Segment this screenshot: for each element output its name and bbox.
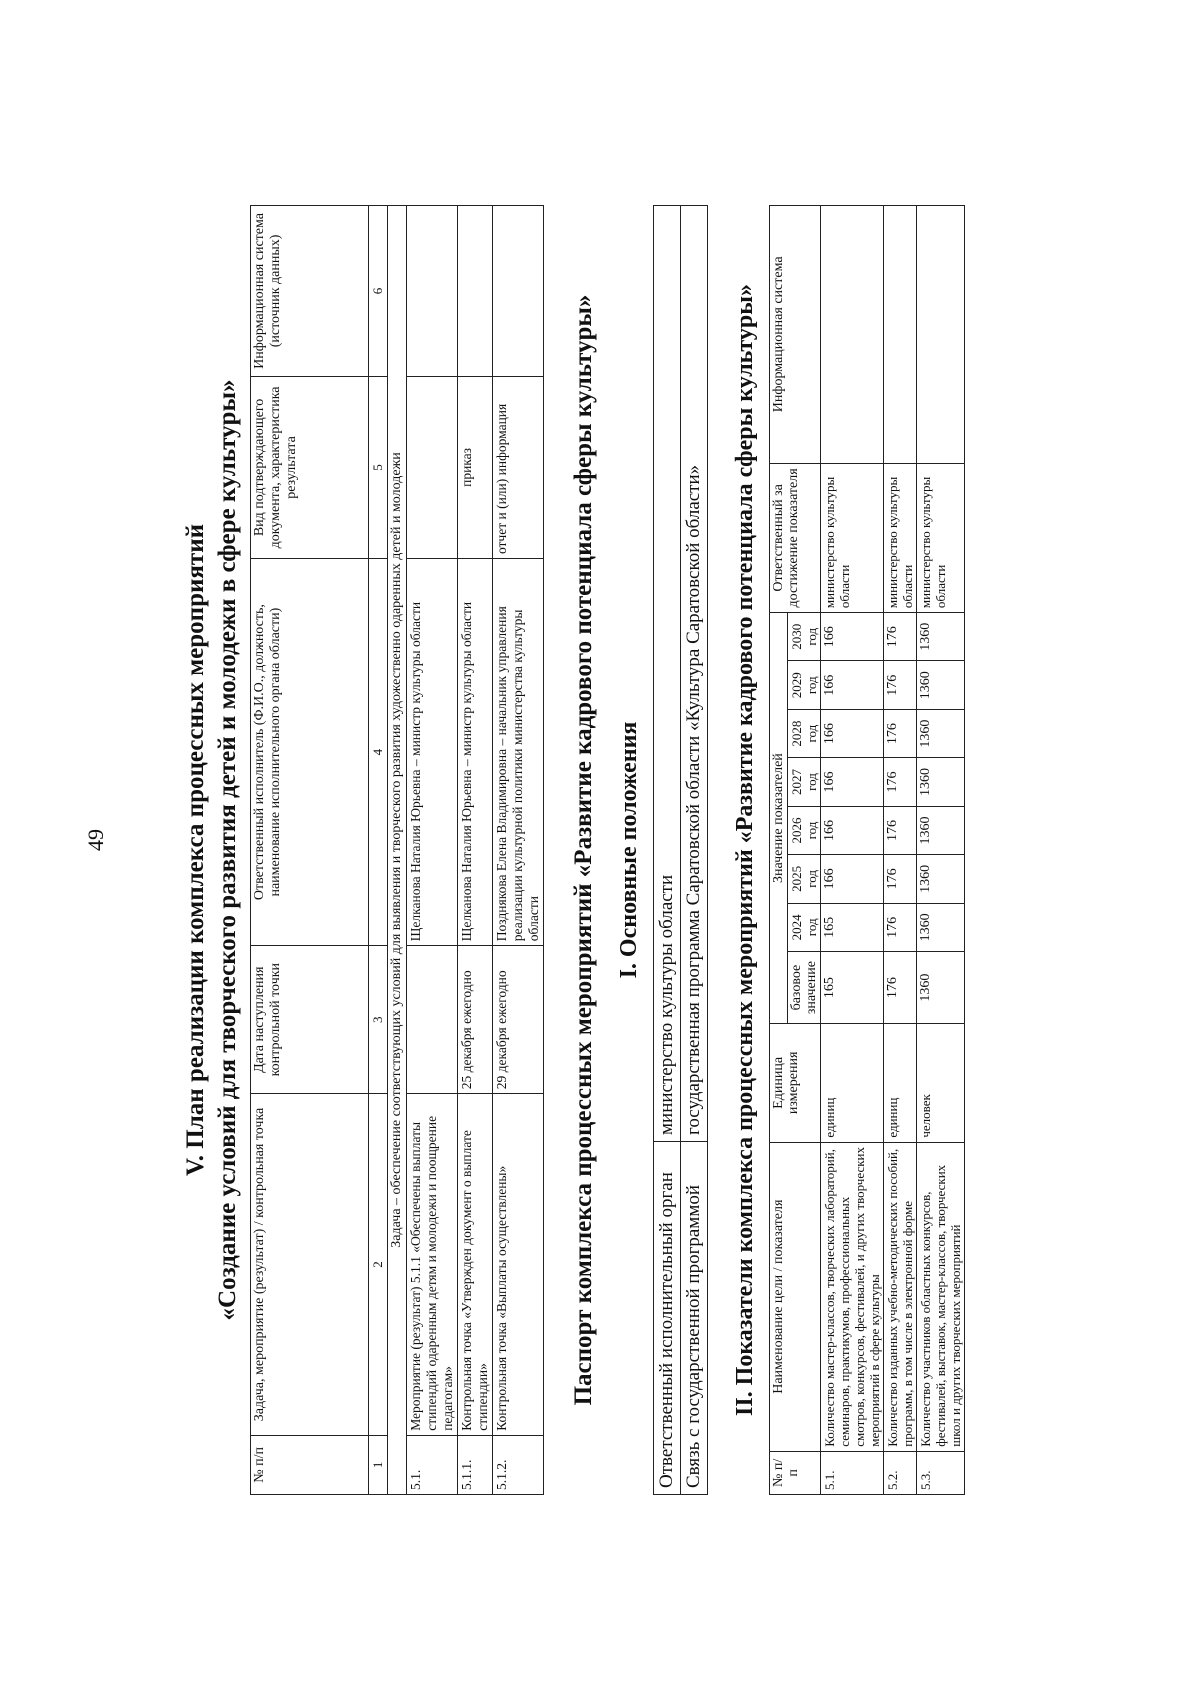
ind-cell-value: 1360 [917,855,965,903]
ind-cell-num: 5.2. [884,1451,917,1494]
ind-cell-responsible: министерство культуры области [917,463,965,612]
plan-header-num: № п/п [251,1435,369,1494]
indicator-row [884,206,917,1495]
ind-header-year: 2025 год [788,855,821,903]
ind-cell-value: 166 [821,758,884,806]
plan-header-responsible: Ответственный исполнитель (Ф.И.О., должность, наименование исполнительного органа области) [251,559,369,946]
ind-header-base: базовое значение [788,952,821,1024]
plan-cell-person: Щелканова Наталия Юрьевна – министр культуры области [458,559,493,946]
ind-header-responsible: Ответственный за достижение показателя [770,463,821,612]
plan-colnum: 6 [369,206,388,377]
plan-colnum: 4 [369,559,388,946]
ind-header-year: 2029 год [788,661,821,709]
indicator-row [821,206,884,1495]
plan-cell-date: 29 декабря ежегодно [493,946,544,1094]
ind-cell-value: 1360 [917,903,965,951]
ind-cell-value: 166 [821,709,884,757]
plan-cell-doc: отчет и (или) информация [493,376,544,558]
ind-cell-unit: человек [917,1024,965,1142]
plan-colnum: 5 [369,376,388,558]
ind-cell-value: 1360 [917,661,965,709]
ind-cell-num: 5.1. [821,1451,884,1494]
plan-cell-date: 25 декабря ежегодно [458,946,493,1094]
info-value: государственная программа Саратовской области «Культура Саратовской области» [681,206,708,1142]
passport-title: Паспорт комплекса процессных мероприятий «Развитие кадрового потенциала сферы культуры» [570,294,597,1406]
info-row [681,206,708,1495]
ind-cell-value: 176 [884,709,917,757]
ind-cell-unit: единиц [821,1024,884,1142]
ind-cell-value: 1360 [917,709,965,757]
info-key: Связь с государственной программой [681,1142,708,1495]
ind-header-year: 2030 год [788,613,821,661]
ind-cell-num: 5.3. [917,1451,965,1494]
plan-cell-doc: приказ [458,376,493,558]
ind-header-system: Информационная система [770,206,821,464]
plan-cell-doc [407,376,458,558]
ind-cell-value: 1360 [917,806,965,854]
ind-cell-base: 1360 [917,952,965,1024]
ind-cell-base: 165 [821,952,884,1024]
ind-header-year: 2024 год [788,903,821,951]
implementation-plan-table [250,205,544,1495]
plan-cell-sys [493,206,544,377]
plan-cell-num: 5.1. [407,1435,458,1494]
basic-provisions-table [653,205,708,1495]
section1-title: I. Основные положения [616,721,642,979]
plan-cell-num: 5.1.1. [458,1435,493,1494]
plan-cell-person: Щелканова Наталия Юрьевна – министр культуры области [407,559,458,946]
rotated-landscape-sheet [178,140,1058,1560]
ind-header-unit: Единица измерения [770,1024,821,1142]
plan-row [493,206,544,1495]
plan-cell-name: Контрольная точка «Выплаты осуществлены» [493,1094,544,1436]
ind-cell-name: Количество мастер-классов, творческих лабораторий, семинаров, практикумов, профессиональных смотров, конкурсов, фестивалей, и других творческих мероприятий в сфере культуры [821,1142,884,1451]
ind-cell-value: 166 [821,613,884,661]
plan-cell-person: Позднякова Елена Владимировна – начальник управления реализации культурной политики министерства культуры области [493,559,544,946]
plan-cell-num: 5.1.2. [493,1435,544,1494]
plan-cell-sys [407,206,458,377]
ind-cell-value: 166 [821,661,884,709]
ind-cell-value: 176 [884,661,917,709]
ind-cell-base: 176 [884,952,917,1024]
indicators-table [769,205,965,1495]
plan-header-date: Дата наступления контрольной точки [251,946,369,1094]
indicator-row [917,206,965,1495]
ind-cell-value: 176 [884,758,917,806]
ind-cell-value: 176 [884,855,917,903]
ind-cell-name: Количество участников областных конкурсов, фестивалей, выставок, мастер-классов, творческих школ и других творческих мероприятий [917,1142,965,1451]
ind-header-year: 2026 год [788,806,821,854]
plan-row [458,206,493,1495]
info-value: министерство культуры области [654,206,681,1142]
plan-cell-name: Мероприятие (результат) 5.1.1 «Обеспечены выплаты стипендий одаренным детям и молодежи и поощрение педагогам» [407,1094,458,1436]
ind-header-num: № п/п [770,1451,821,1494]
ind-cell-value: 165 [821,903,884,951]
plan-colnum: 2 [369,1094,388,1436]
ind-header-year: 2028 год [788,709,821,757]
ind-cell-system [821,206,884,464]
ind-cell-value: 176 [884,613,917,661]
info-key: Ответственный исполнительный орган [654,1142,681,1495]
ind-cell-responsible: министерство культуры области [821,463,884,612]
ind-cell-value: 166 [821,855,884,903]
plan-cell-name: Контрольная точка «Утвержден документ о выплате стипендии» [458,1094,493,1436]
plan-row [407,206,458,1495]
ind-cell-unit: единиц [884,1024,917,1142]
plan-cell-sys [458,206,493,377]
plan-cell-date [407,946,458,1094]
ind-cell-value: 166 [821,806,884,854]
ind-cell-value: 176 [884,806,917,854]
plan-header-task: Задача, мероприятие (результат) / контрольная точка [251,1094,369,1436]
ind-cell-responsible: министерство культуры области [884,463,917,612]
plan-header-system: Информационная система (источник данных) [251,206,369,377]
ind-cell-name: Количество изданных учебно-методических пособий, программ, в том числе в электронной форме [884,1142,917,1451]
ind-cell-value: 1360 [917,613,965,661]
ind-cell-system [884,206,917,464]
ind-header-year: 2027 год [788,758,821,806]
plan-colnum: 1 [369,1435,388,1494]
plan-header-document: Вид подтверждающего документа, характеристика результата [251,376,369,558]
plan-task-row: Задача – обеспечение соответствующих условий для выявления и творческого развития художественно одаренных детей и молодежи [388,206,407,1495]
ind-cell-value: 1360 [917,758,965,806]
plan-colnum: 3 [369,946,388,1094]
section2-title: II. Показатели комплекса процессных мероприятий «Развитие кадрового потенциала сферы культуры» [732,284,758,1416]
ind-cell-system [917,206,965,464]
info-row [654,206,681,1495]
section5-title-line2: «Создание условий для творческого развития детей и молодежи в сфере культуры» [214,379,241,1321]
ind-header-name: Наименование цели / показателя [770,1142,821,1451]
ind-cell-value: 176 [884,903,917,951]
page-number: 49 [83,829,108,851]
ind-header-values: Значение показателей [770,613,788,1024]
section5-title-line1: V. План реализации комплекса процессных мероприятий [182,523,209,1177]
